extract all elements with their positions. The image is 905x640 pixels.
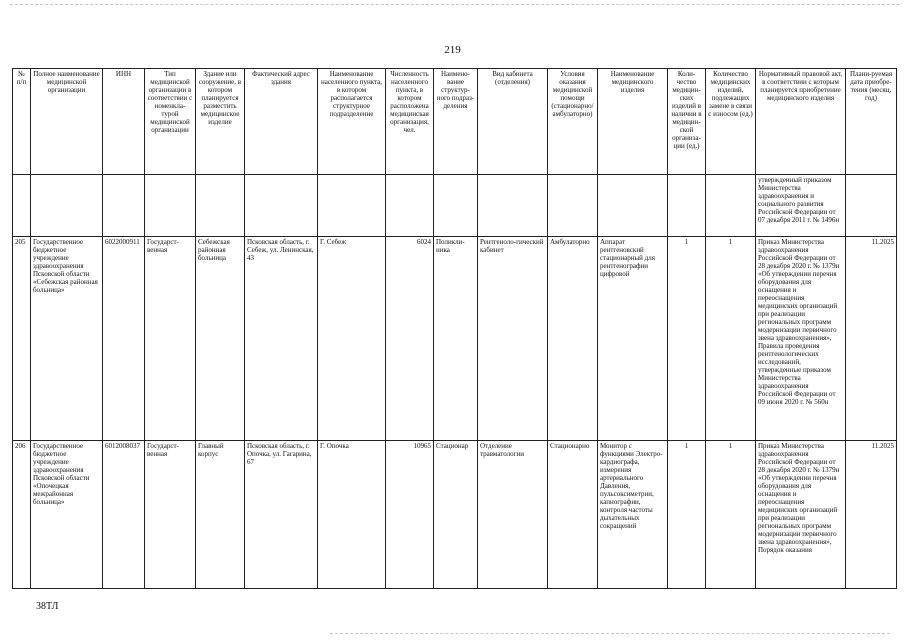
qty-available: 1 (668, 237, 706, 441)
table-cell (846, 175, 897, 237)
table-cell (668, 175, 706, 237)
footer-code: 38ТЛ (36, 601, 59, 612)
table-cell (103, 175, 145, 237)
table-header-row (13, 69, 897, 175)
settlement: Г. Себеж (318, 237, 386, 441)
qty-available: 1 (668, 441, 706, 589)
building: Главный корпус (196, 441, 245, 589)
continuation-act-cell: утвержденный приказом Министерства здравоохранения и социального развития Российской Федерации от 07 декабря 2011 г. № 1496н (756, 175, 846, 237)
conditions: Стационарно (548, 441, 598, 589)
settlement: Г. Опочка (318, 441, 386, 589)
header-cell: Численность населенного пункта, в котором расположена медицинская организация, чел. (386, 69, 434, 175)
conditions: Амбулаторно (548, 237, 598, 441)
table-row (13, 441, 897, 589)
table-row-continuation (13, 175, 897, 237)
cabinet: Рентгеноло-гический кабинет (478, 237, 548, 441)
population: 6024 (386, 237, 434, 441)
inn: 6012008037 (103, 441, 145, 589)
population: 10965 (386, 441, 434, 589)
org-name: Государственное бюджетное учреждение здравоохранения Псковской области «Опочецкая межрайонная больница» (31, 441, 103, 589)
header-cell: Количество медицинских изделий, подлежащих замене в связи с износом (ед.) (706, 69, 756, 175)
equipment-table (12, 68, 897, 589)
org-type: Государст-венная (145, 237, 196, 441)
division: Стационар (434, 441, 478, 589)
header-cell: Тип медицинской организации в соответствии с номенкла-турой медицинской организации (145, 69, 196, 175)
division: Поликли-ника (434, 237, 478, 441)
header-cell: Наимено-вание структур-ного подраз-деления (434, 69, 478, 175)
table-cell (434, 175, 478, 237)
header-cell: ИНН (103, 69, 145, 175)
legal-act: Приказ Министерства здравоохранения Российской Федерации от 28 декабря 2020 г. № 1379н «Об утверждении перечня оборудования для оснащения и переоснащения медицинских организаций при реализации региональных программ модернизации первичного звена здравоохранения», Правила проведения рентгенологических исследований, утвержденные приказом Министерства здравоохранения Российской Федерации от 09 июня 2020 г. № 560н (756, 237, 846, 441)
table-cell (13, 175, 31, 237)
header-cell: Фактический адрес здания (245, 69, 318, 175)
header-cell: № п/п (13, 69, 31, 175)
device: Аппарат рентгеновский стационарный для рентгенографии цифровой (598, 237, 668, 441)
table-row (13, 237, 897, 441)
table-cell (145, 175, 196, 237)
org-type: Государст-венная (145, 441, 196, 589)
row-number: 205 (13, 237, 31, 441)
inn: 6022000911 (103, 237, 145, 441)
table-cell (318, 175, 386, 237)
header-cell: Полное наименование медицинской организации (31, 69, 103, 175)
qty-replace: 1 (706, 441, 756, 589)
scan-edge-bottom (330, 633, 890, 634)
table-cell (245, 175, 318, 237)
building: Себежская районная больница (196, 237, 245, 441)
table-cell (706, 175, 756, 237)
page-number: 219 (444, 44, 461, 56)
device: Монитор с функциями Электро-кардиографа, измерения артериального Давления, пульсоксиметрии, капнографии, контроля частоты дыхательных сокращений (598, 441, 668, 589)
header-cell: Вид кабинета (отделения) (478, 69, 548, 175)
header-cell: Наименование населенного пункта, в котором располагается структурное подразделение (318, 69, 386, 175)
qty-replace: 1 (706, 237, 756, 441)
table-cell (386, 175, 434, 237)
table-cell (478, 175, 548, 237)
cabinet: Отделение травматологии (478, 441, 548, 589)
table-cell (548, 175, 598, 237)
header-cell: Условия оказания медицинской помощи (стационарно/ амбулаторно) (548, 69, 598, 175)
legal-act: Приказ Министерства здравоохранения Российской Федерации от 28 декабря 2020 г. № 1379н «Об утверждении перечня оборудования для оснащения и переоснащения медицинских организаций при реализации региональных программ модернизации первичного звена здравоохранения», Порядок оказания (756, 441, 846, 589)
org-name: Государственное бюджетное учреждение здравоохранения Псковской области «Себежская районная больница» (31, 237, 103, 441)
table-cell (196, 175, 245, 237)
purchase-date: 11.2025 (846, 441, 897, 589)
header-cell: Плани-руемая дата приобре-тения (месяц, год) (846, 69, 897, 175)
header-cell: Наименование медицинского изделия (598, 69, 668, 175)
header-cell: Здание или сооружение, в котором планируется разместить медицинское изделие (196, 69, 245, 175)
header-cell: Коли-чество медицин-ских изделий в наличии в медицин-ской организа-ции (ед.) (668, 69, 706, 175)
table-cell (598, 175, 668, 237)
purchase-date: 11.2025 (846, 237, 897, 441)
address: Псковская область, г. Себеж, ул. Ленинская, 43 (245, 237, 318, 441)
scan-edge-top (10, 4, 900, 5)
row-number: 206 (13, 441, 31, 589)
table-cell (31, 175, 103, 237)
header-cell: Нормативный правовой акт, в соответствии с которым планируется приобретение медицинского изделия (756, 69, 846, 175)
address: Псковская область, г. Опочка, ул. Гагарина, 67 (245, 441, 318, 589)
